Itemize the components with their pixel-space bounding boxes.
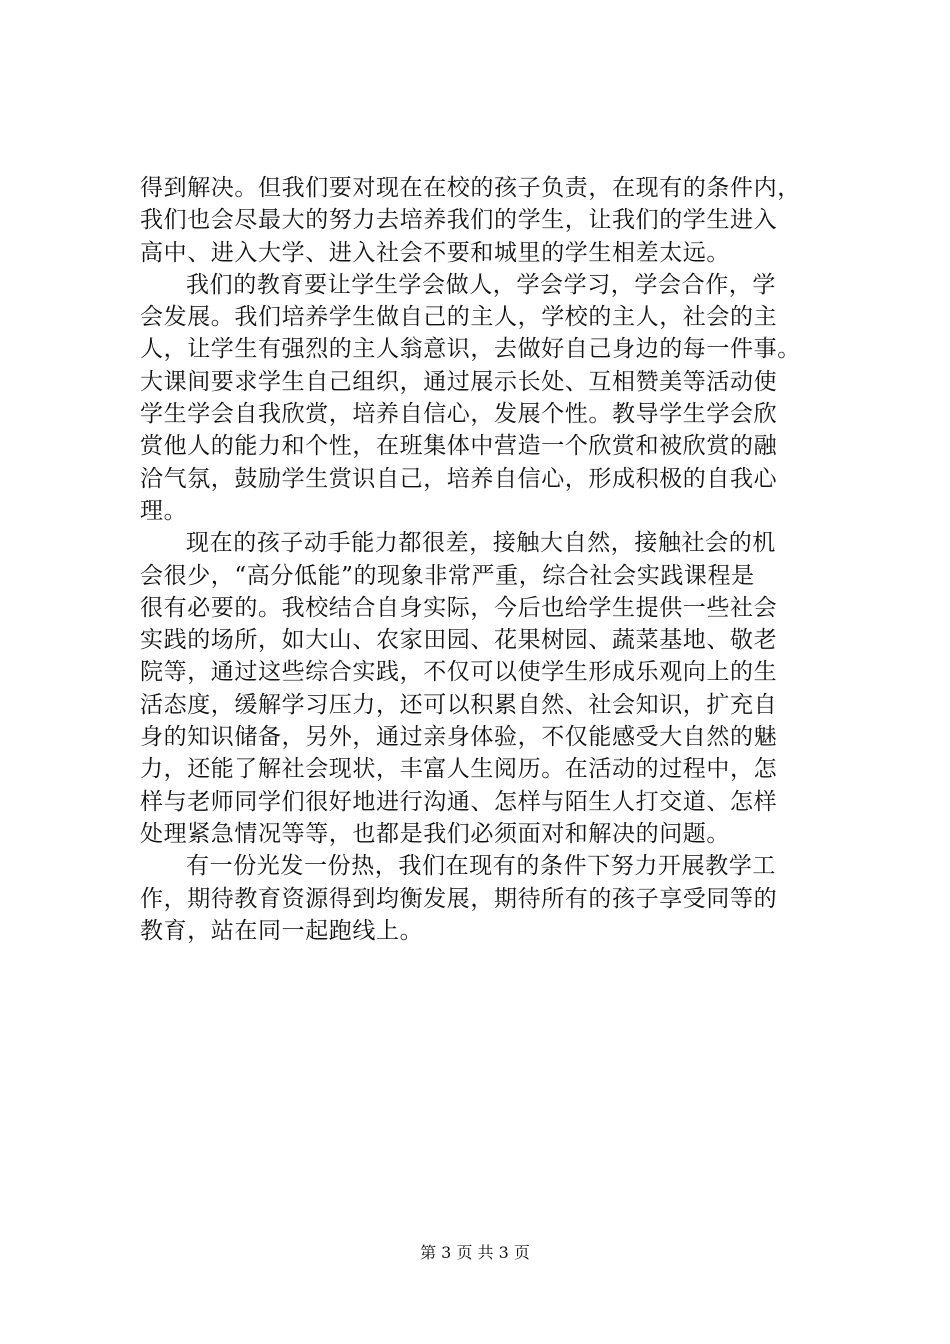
text-line: 我们的教育要让学生学会做人，学会学习，学会合作，学 — [186, 271, 776, 298]
text-line: 得到解决。但我们要对现在在校的孩子负责，在现有的条件内， — [140, 175, 801, 201]
text-line: 有一份光发一份热，我们在现有的条件下努力开展教学工 — [186, 853, 776, 880]
text-line: 大课间要求学生自己组织，通过展示长处、互相赞美等活动使 — [140, 368, 778, 395]
text-line: 高中、进入大学、进入社会不要和城里的学生相差太远。 — [140, 239, 730, 266]
text-line: 实践的场所，如大山、农家田园、花果树园、蔬菜基地、敬老 — [140, 627, 778, 654]
text-line: 教育，站在同一起跑线上。 — [140, 917, 424, 944]
text-line: 身的知识储备，另外，通过亲身体验，不仅能感受大自然的魅 — [140, 724, 778, 751]
text-line: 很有必要的。我校结合自身实际，今后也给学生提供一些社会 — [140, 594, 778, 621]
text-line: 院等，通过这些综合实践，不仅可以使学生形成乐观向上的生 — [140, 659, 778, 686]
text-line: 会很少，“高分低能”的现象非常严重，综合社会实践课程是 — [140, 562, 755, 589]
text-line: 人，让学生有强烈的主人翁意识，去做好自己身边的每一件事。 — [140, 336, 801, 363]
text-line: 理。 — [140, 497, 188, 524]
text-line: 现在的孩子动手能力都很差，接触大自然，接触社会的机 — [186, 530, 776, 557]
text-line: 活态度，缓解学习压力，还可以积累自然、社会知识，扩充自 — [140, 691, 778, 718]
text-line: 样与老师同学们很好地进行沟通、怎样与陌生人打交道、怎样 — [140, 788, 778, 815]
text-line: 洽气氛，鼓励学生赏识自己，培养自信心，形成积极的自我心 — [140, 465, 778, 492]
text-line: 会发展。我们培养学生做自己的主人，学校的主人，社会的主 — [140, 304, 778, 331]
text-line: 处理紧急情况等等，也都是我们必须面对和解决的问题。 — [140, 820, 730, 847]
text-line: 赏他人的能力和个性，在班集体中营造一个欣赏和被欣赏的融 — [140, 433, 778, 460]
text-line: 我们也会尽最大的努力去培养我们的学生，让我们的学生进入 — [140, 207, 778, 234]
text-line: 学生学会自我欣赏，培养自信心，发展个性。教导学生学会欣 — [140, 401, 778, 428]
text-line: 作，期待教育资源得到均衡发展，期待所有的孩子享受同等的 — [140, 885, 778, 912]
document-body — [140, 172, 808, 947]
text-line: 力，还能了解社会现状，丰富人生阅历。在活动的过程中，怎 — [140, 756, 778, 783]
page-number-footer: 第 3 页 共 3 页 — [420, 1243, 530, 1262]
